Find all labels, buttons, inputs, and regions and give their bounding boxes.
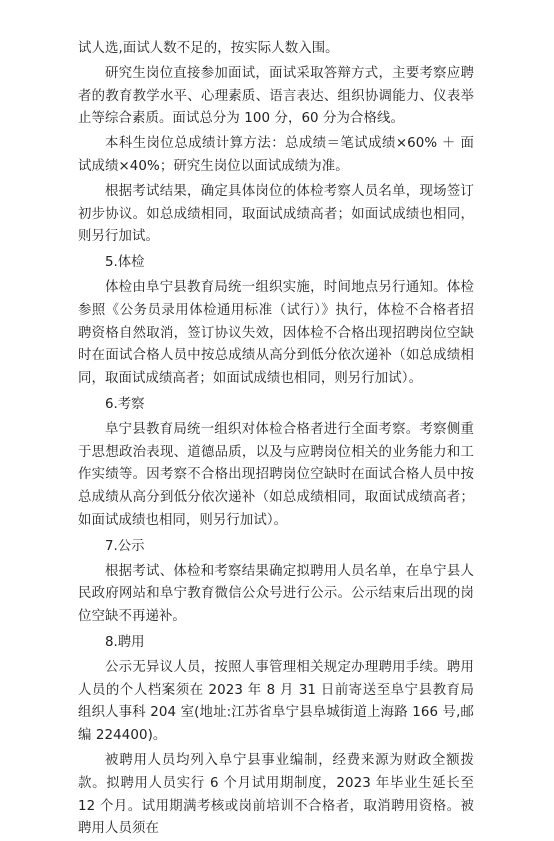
paragraph-publicity: 根据考试、体检和考察结果确定拟聘用人员名单，在阜宁县人民政府网站和阜宁教育微信公众号进行公示。公示结束后出现的岗位空缺不再递补。: [78, 563, 474, 625]
paragraph-graduate-interview: 研究生岗位直接参加面试，面试采取答辩方式，主要考察应聘者的教育教学水平、心理素质、语言表达、组织协调能力、仪表举止等综合素质。面试总分为 100 分，60 分为合格线。: [78, 65, 474, 127]
paragraph-score-formula: 本科生岗位总成绩计算方法：总成绩＝笔试成绩×60% ＋ 面试成绩×40%；研究生岗位以面试成绩为准。: [78, 136, 474, 174]
section-heading-inspection: 6.考察: [105, 396, 145, 412]
section-heading-publicity: 7.公示: [105, 538, 145, 554]
paragraph-continued: 试人选,面试人数不足的，按实际人数入围。: [78, 41, 339, 56]
paragraph-physical-exam: 体检由阜宁县教育局统一组织实施，时间地点另行通知。体检参照《公务员录用体检通用标准（试行）》执行，体检不合格者招聘资格自然取消，签订协议失效，因体检不合格出现招聘岗位空缺时在面试合格人员中按总成绩从高分到低分依次递补（如总成绩相同，取面试成绩高者；如面试成绩也相同，则另行加试）。: [78, 279, 474, 387]
section-heading-employment: 8.聘用: [105, 634, 145, 650]
paragraph-inspection: 阜宁县教育局统一组织对体检合格者进行全面考察。考察侧重于思想政治表现、道德品质，以及与应聘岗位相关的业务能力和工作实绩等。因考察不合格出现招聘岗位空缺时在面试合格人员中按总成绩从高分到低分依次递补（如总成绩相同，取面试成绩高者；如面试成绩也相同，则另行加试）。: [78, 421, 474, 528]
paragraph-probation: 被聘用人员均列入阜宁县事业编制，经费来源为财政全额拨款。拟聘用人员实行 6 个月试用期制度，2023 年毕业生延长至 12 个月。试用期满考核或岗前培训不合格者，取消聘用资格。被聘用人员须在: [78, 752, 474, 837]
document-page: [78, 38, 474, 841]
paragraph-employment-procedure: 公示无异议人员，按照人事管理相关规定办理聘用手续。聘用人员的个人档案须在 2023 年 8 月 31 日前寄送至阜宁县教育局组织人事科 204 室(地址:江苏省阜宁县阜城街道上海路 166 号,邮编 224400)。: [78, 659, 474, 744]
paragraph-exam-results: 根据考试结果，确定具体岗位的体检考察人员名单，现场签订初步协议。如总成绩相同，取面试成绩高者；如面试成绩也相同，则另行加试。: [78, 183, 474, 245]
section-heading-physical-exam: 5.体检: [105, 255, 145, 271]
